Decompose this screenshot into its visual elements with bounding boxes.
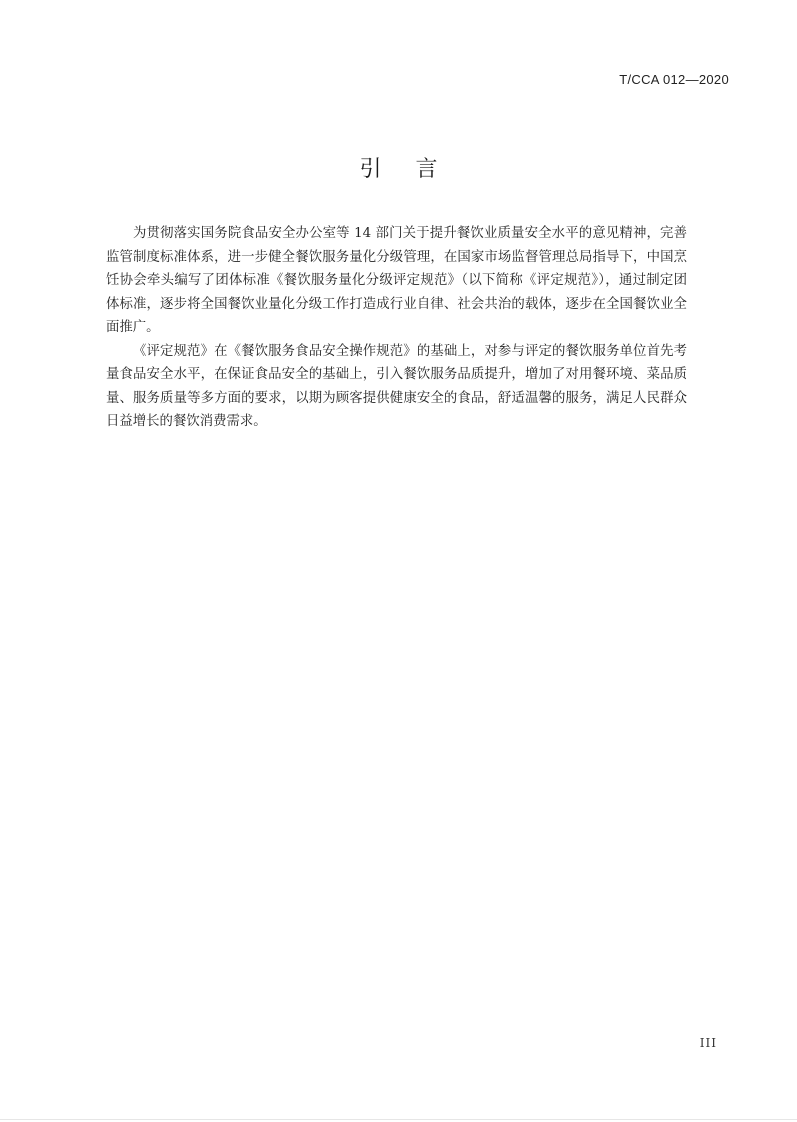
standard-number: T/CCA 012—2020 bbox=[619, 72, 729, 87]
scan-edge-line bbox=[0, 1119, 797, 1120]
body-text bbox=[106, 222, 687, 434]
paragraph-1: 为贯彻落实国务院食品安全办公室等 14 部门关于提升餐饮业质量安全水平的意见精神，完善监管制度标准体系，进一步健全餐饮服务量化分级管理，在国家市场监督管理总局指导下，中国烹饪协会牵头编写了团体标准《餐饮服务量化分级评定规范》（以下简称《评定规范》），通过制定团体标准，逐步将全国餐饮业量化分级工作打造成行业自律、社会共治的载体，逐步在全国餐饮业全面推广。 bbox=[106, 226, 687, 335]
page-number: III bbox=[699, 1036, 717, 1050]
paragraph-2: 《评定规范》在《餐饮服务食品安全操作规范》的基础上，对参与评定的餐饮服务单位首先考量食品安全水平，在保证食品安全的基础上，引入餐饮服务品质提升，增加了对用餐环境、菜品质量、服务质量等多方面的要求，以期为顾客提供健康安全的食品，舒适温馨的服务，满足人民群众日益增长的餐饮消费需求。 bbox=[106, 343, 687, 429]
page-title: 引言 bbox=[359, 157, 472, 182]
